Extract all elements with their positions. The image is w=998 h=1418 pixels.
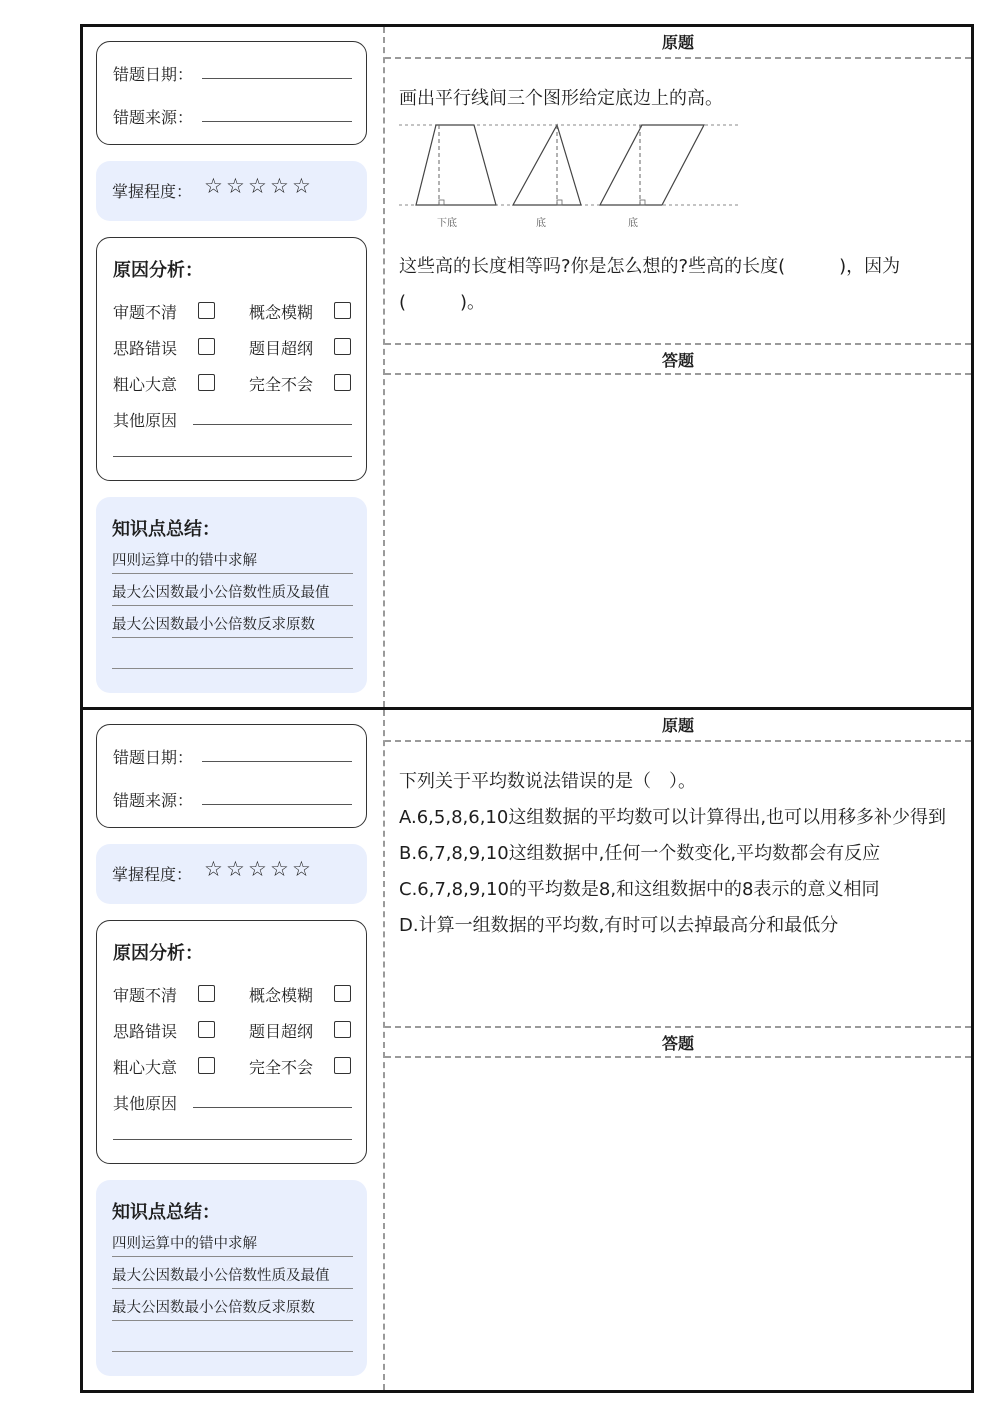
date-input-line[interactable]	[202, 78, 352, 79]
date-label: 错题日期：	[113, 65, 194, 84]
question-text	[399, 764, 959, 944]
figure-label: 底	[536, 218, 546, 229]
error-card-1	[80, 24, 974, 710]
answer-header: 答题	[385, 343, 971, 375]
knowledge-point: 四则运算中的错中求解	[112, 549, 353, 574]
reason-title: 原因分析：	[113, 943, 203, 964]
source-input-line[interactable]	[202, 121, 352, 122]
question-text: 画出平行线间三个图形给定底边上的高。	[399, 88, 723, 109]
mastery-box	[96, 844, 367, 904]
reason-checkbox[interactable]	[198, 1057, 215, 1074]
knowledge-blank-line[interactable]	[112, 1351, 353, 1352]
answer-area[interactable]	[385, 1058, 971, 1390]
knowledge-blank-line[interactable]	[112, 668, 353, 669]
reason-label: 审题不清	[113, 986, 178, 1005]
reason-label: 思路错误	[113, 1022, 178, 1041]
knowledge-title: 知识点总结：	[112, 1202, 220, 1223]
other-reason-input-line-2[interactable]	[113, 1139, 352, 1140]
star-icon[interactable]: ☆	[292, 857, 317, 881]
reason-checkbox[interactable]	[334, 302, 351, 319]
star-icon[interactable]: ☆	[226, 857, 251, 881]
option-c: C.6,7,8,9,10的平均数是8,和这组数据中的8表示的意义相同	[399, 879, 880, 900]
knowledge-summary-box	[96, 1180, 367, 1376]
triangle-shape	[513, 125, 581, 205]
figure-label: 底	[628, 218, 638, 229]
star-icon[interactable]: ☆	[270, 174, 295, 198]
question-header: 原题	[385, 710, 971, 742]
other-reason-label: 其他原因	[113, 1094, 178, 1113]
knowledge-title: 知识点总结：	[112, 519, 220, 540]
reason-label: 审题不清	[113, 303, 178, 322]
mastery-stars	[204, 174, 317, 198]
reason-checkbox[interactable]	[334, 374, 351, 391]
date-label: 错题日期：	[113, 748, 194, 767]
reason-label: 粗心大意	[113, 1058, 178, 1077]
option-b: B.6,7,8,9,10这组数据中,任何一个数变化,平均数都会有反应	[399, 843, 881, 864]
answer-header: 答题	[385, 1026, 971, 1058]
star-icon[interactable]: ☆	[204, 857, 229, 881]
mastery-box	[96, 161, 367, 221]
knowledge-point: 四则运算中的错中求解	[112, 1232, 353, 1257]
source-input-line[interactable]	[202, 804, 352, 805]
question-follow-text: 这些高的长度相等吗?你是怎么想的?些高的长度( )，因为( )。	[399, 256, 901, 313]
date-source-box	[96, 724, 367, 828]
knowledge-point: 最大公因数最小公倍数反求原数	[112, 613, 353, 638]
reason-label: 完全不会	[249, 1058, 314, 1077]
reason-checkbox[interactable]	[334, 338, 351, 355]
star-icon[interactable]: ☆	[226, 174, 251, 198]
mastery-stars	[204, 857, 317, 881]
reason-label: 概念模糊	[249, 303, 314, 322]
date-input-line[interactable]	[202, 761, 352, 762]
mastery-label: 掌握程度：	[112, 182, 193, 201]
figure-label: 下底	[437, 218, 457, 229]
other-reason-input-line[interactable]	[193, 1107, 352, 1108]
reason-checkbox[interactable]	[334, 985, 351, 1002]
reason-checkbox[interactable]	[334, 1057, 351, 1074]
star-icon[interactable]: ☆	[204, 174, 229, 198]
source-label: 错题来源：	[113, 108, 194, 127]
knowledge-point: 最大公因数最小公倍数反求原数	[112, 1296, 353, 1321]
mastery-label: 掌握程度：	[112, 865, 193, 884]
source-label: 错题来源：	[113, 791, 194, 810]
star-icon[interactable]: ☆	[292, 174, 317, 198]
answer-area[interactable]	[385, 375, 971, 707]
knowledge-point: 最大公因数最小公倍数性质及最值	[112, 581, 353, 606]
reason-checkbox[interactable]	[198, 1021, 215, 1038]
reason-analysis-box	[96, 920, 367, 1164]
reason-checkbox[interactable]	[198, 374, 215, 391]
knowledge-point: 最大公因数最小公倍数性质及最值	[112, 1264, 353, 1289]
reason-label: 题目超纲	[249, 339, 314, 358]
other-reason-input-line-2[interactable]	[113, 456, 352, 457]
card-sidebar	[83, 27, 385, 707]
option-a: A.6,5,8,6,10这组数据的平均数可以计算得出,也可以用移多补少得到	[399, 807, 947, 828]
reason-title: 原因分析：	[113, 260, 203, 281]
option-d: D.计算一组数据的平均数,有时可以去掉最高分和最低分	[399, 915, 839, 936]
date-source-box	[96, 41, 367, 145]
reason-checkbox[interactable]	[334, 1021, 351, 1038]
card-content	[385, 710, 971, 1390]
reason-label: 粗心大意	[113, 375, 178, 394]
reason-label: 思路错误	[113, 339, 178, 358]
question-header: 原题	[385, 27, 971, 59]
parallel-figures-diagram	[399, 123, 743, 235]
reason-checkbox[interactable]	[198, 985, 215, 1002]
card-content	[385, 27, 971, 707]
star-icon[interactable]: ☆	[248, 857, 273, 881]
reason-analysis-box	[96, 237, 367, 481]
knowledge-summary-box	[96, 497, 367, 693]
other-reason-label: 其他原因	[113, 411, 178, 430]
reason-checkbox[interactable]	[198, 302, 215, 319]
question-stem: 下列关于平均数说法错误的是（ ）。	[399, 771, 696, 792]
reason-label: 概念模糊	[249, 986, 314, 1005]
reason-label: 完全不会	[249, 375, 314, 394]
card-sidebar	[83, 710, 385, 1390]
parallelogram-shape	[600, 125, 704, 205]
other-reason-input-line[interactable]	[193, 424, 352, 425]
error-card-2	[80, 707, 974, 1393]
trapezoid-shape	[416, 125, 496, 205]
star-icon[interactable]: ☆	[248, 174, 273, 198]
star-icon[interactable]: ☆	[270, 857, 295, 881]
reason-checkbox[interactable]	[198, 338, 215, 355]
reason-label: 题目超纲	[249, 1022, 314, 1041]
